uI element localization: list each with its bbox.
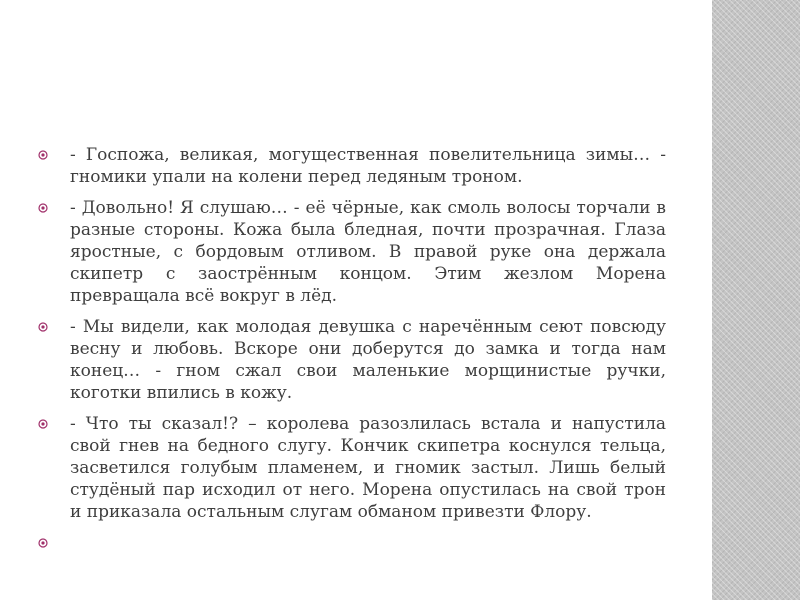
circled-bullet-icon <box>38 150 48 160</box>
list-item <box>38 316 666 404</box>
paragraph-text: - Мы видели, как молодая девушка с наречённым сеют повсюду весну и любовь. Вскоре они доберутся до замка и тогда нам конец… - гном сжал свои маленькие морщинистые ручки, коготки впились в кожу. <box>70 317 666 403</box>
decorative-side-panel <box>712 0 800 600</box>
paragraph-text <box>70 532 666 554</box>
list-item-empty <box>38 532 666 554</box>
circled-bullet-icon <box>38 538 48 548</box>
circled-bullet-icon <box>38 419 48 429</box>
paragraph-text: - Довольно! Я слушаю… - её чёрные, как смоль волосы торчали в разные стороны. Кожа была бледная, почти прозрачная. Глаза яростные, с бордовым отливом. В правой руке она держала скипетр с заострённым концом. Этим жезлом Морена превращала всё вокруг в лёд. <box>70 198 666 306</box>
list-item <box>38 144 666 188</box>
list-item <box>38 197 666 307</box>
circled-bullet-icon <box>38 322 48 332</box>
paragraph-text: - Госпожа, великая, могущественная повелительница зимы… - гномики упали на колени перед ледяным троном. <box>70 145 666 187</box>
text-body <box>38 144 666 563</box>
paragraph-text: - Что ты сказал!? – королева разозлилась встала и напустила свой гнев на бедного слугу. Кончик скипетра коснулся тельца, засветился голубым пламенем, и гномик застыл. Лишь белый студёный пар исходил от него. Морена опустилась на свой трон и приказала остальным слугам обманом привезти Флору. <box>70 414 666 522</box>
circled-bullet-icon <box>38 203 48 213</box>
list-item <box>38 413 666 523</box>
